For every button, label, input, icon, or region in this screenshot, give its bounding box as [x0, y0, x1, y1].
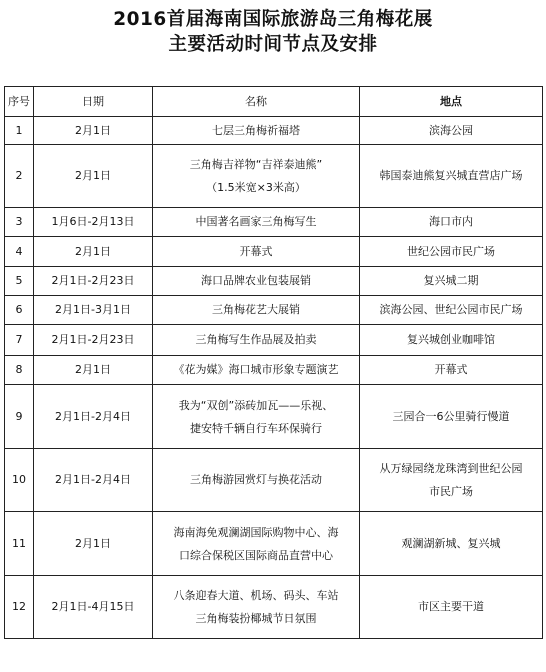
header-date: 日期 [34, 87, 153, 117]
row-name-line: 海南海免观澜湖国际购物中心、海 [173, 525, 339, 539]
row-date: 2月1日 [34, 356, 153, 385]
row-number: 9 [5, 385, 34, 449]
row-location-line: 复兴城创业咖啡馆 [407, 333, 495, 346]
row-name-line: 口综合保税区国际商品直营中心 [179, 548, 333, 562]
table-row [5, 145, 543, 208]
row-date: 2月1日-2月23日 [34, 325, 153, 356]
row-name [153, 325, 360, 356]
row-name-line: 捷安特千辆自行车环保骑行 [190, 421, 322, 435]
row-location [360, 117, 543, 145]
row-number: 4 [5, 237, 34, 267]
row-location [360, 512, 543, 576]
row-name-line: 中国著名画家三角梅写生 [195, 215, 317, 228]
row-location-line: 复兴城二期 [423, 274, 479, 287]
row-location [360, 449, 543, 512]
table-header-row [5, 87, 543, 117]
row-name-line: 三角梅游园赏灯与换花活动 [190, 473, 322, 486]
row-number: 10 [5, 449, 34, 512]
row-name-line: 《花为媒》海口城市形象专题演艺 [173, 363, 339, 376]
table-row [5, 117, 543, 145]
row-name-line: 我为“双创”添砖加瓦——乐视、 [178, 398, 334, 412]
row-name [153, 576, 360, 639]
row-name [153, 145, 360, 208]
row-location-line: 市民广场 [429, 485, 473, 498]
table-row [5, 296, 543, 325]
row-date: 2月1日 [34, 145, 153, 208]
header-location: 地点 [360, 87, 543, 117]
table-row [5, 325, 543, 356]
row-location-line: 韩国泰迪熊复兴城直营店广场 [379, 169, 523, 182]
row-location-line: 观澜湖新城、复兴城 [401, 536, 501, 550]
row-location-line: 三园合一6公里骑行慢道 [392, 409, 510, 423]
row-number: 5 [5, 267, 34, 296]
document-title-line-1: 2016首届海南国际旅游岛三角梅花展 [113, 9, 433, 30]
row-location [360, 385, 543, 449]
table-row [5, 576, 543, 639]
row-name [153, 356, 360, 385]
row-number: 8 [5, 356, 34, 385]
schedule-table [4, 86, 543, 639]
row-location [360, 356, 543, 385]
row-location [360, 208, 543, 237]
row-name-line: 八条迎春大道、机场、码头、车站 [173, 589, 339, 602]
row-number: 11 [5, 512, 34, 576]
row-location-line: 开幕式 [434, 363, 468, 376]
table-row [5, 356, 543, 385]
row-location-line: 市区主要干道 [418, 600, 484, 613]
row-date: 2月1日-3月1日 [34, 296, 153, 325]
row-name [153, 208, 360, 237]
row-location [360, 325, 543, 356]
row-name-line: 开幕式 [239, 244, 273, 258]
row-location [360, 145, 543, 208]
row-location-line: 滨海公园 [429, 123, 473, 137]
row-name [153, 449, 360, 512]
row-location [360, 296, 543, 325]
table-row [5, 208, 543, 237]
row-name [153, 296, 360, 325]
row-number: 6 [5, 296, 34, 325]
row-number: 12 [5, 576, 34, 639]
table-row [5, 237, 543, 267]
row-date: 2月1日 [34, 512, 153, 576]
row-location-line: 海口市内 [429, 215, 473, 228]
row-date: 2月1日 [34, 237, 153, 267]
header-name: 名称 [153, 87, 360, 117]
table-row [5, 385, 543, 449]
row-number: 7 [5, 325, 34, 356]
row-location [360, 267, 543, 296]
row-location [360, 576, 543, 639]
row-location-line: 世纪公园市民广场 [407, 244, 495, 258]
document-title-line-2: 主要活动时间节点及安排 [168, 34, 378, 55]
table-row [5, 267, 543, 296]
row-name-line: （1.5米宽×3米高） [206, 181, 306, 194]
row-name-line: 三角梅装扮椰城节日氛围 [195, 612, 317, 625]
row-name [153, 117, 360, 145]
row-date: 1月6日-2月13日 [34, 208, 153, 237]
row-name-line: 三角梅吉祥物“吉祥泰迪熊” [189, 158, 323, 171]
row-name [153, 512, 360, 576]
row-location [360, 237, 543, 267]
header-number: 序号 [5, 87, 34, 117]
row-date: 2月1日-4月15日 [34, 576, 153, 639]
row-location-line: 滨海公园、世纪公园市民广场 [379, 303, 523, 316]
row-name [153, 385, 360, 449]
table-row [5, 449, 543, 512]
row-number: 2 [5, 145, 34, 208]
row-date: 2月1日 [34, 117, 153, 145]
table-row [5, 512, 543, 576]
row-date: 2月1日-2月23日 [34, 267, 153, 296]
row-date: 2月1日-2月4日 [34, 449, 153, 512]
row-date: 2月1日-2月4日 [34, 385, 153, 449]
row-name [153, 237, 360, 267]
row-name [153, 267, 360, 296]
row-number: 1 [5, 117, 34, 145]
table-body [5, 117, 543, 639]
row-number: 3 [5, 208, 34, 237]
row-name-line: 三角梅写生作品展及拍卖 [195, 333, 317, 346]
row-name-line: 三角梅花艺大展销 [212, 303, 300, 316]
row-location-line: 从万绿园绕龙珠湾到世纪公园 [379, 462, 523, 475]
row-name-line: 海口品牌农业包装展销 [201, 274, 311, 287]
row-name-line: 七层三角梅祈福塔 [212, 123, 300, 137]
